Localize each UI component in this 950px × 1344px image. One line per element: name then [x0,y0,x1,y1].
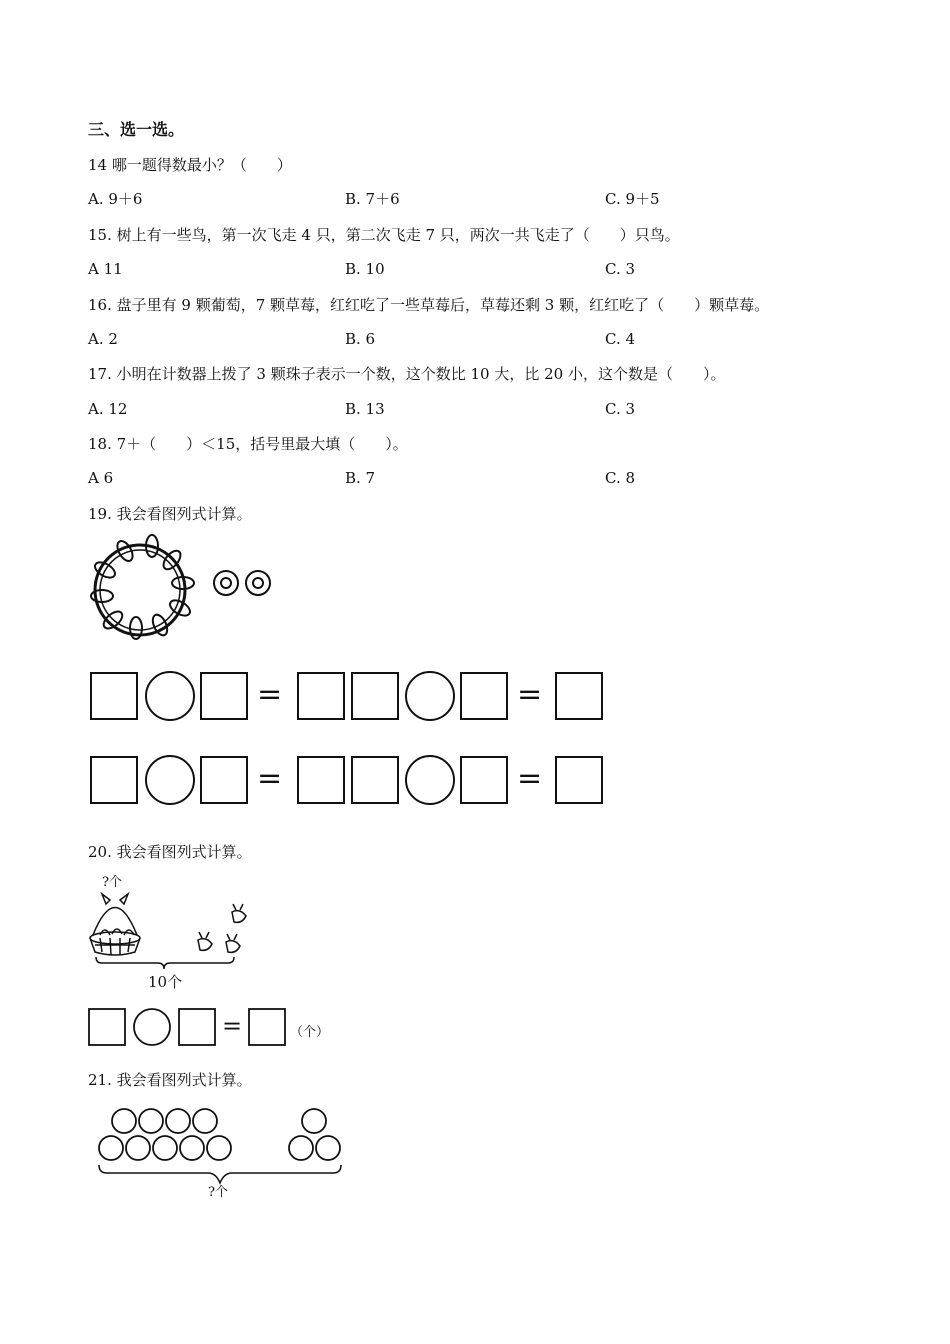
question-17: 17. 小明在计数器上拨了 3 颗珠子表示一个数，这个数比 10 大，比 20 小，这个数是（ ）。 [88,365,726,383]
q16-option-c[interactable]: C. 4 [605,330,636,348]
question-21-title: 21. 我会看图列式计算。 [88,1071,252,1089]
question-15: 15. 树上有一些鸟，第一次飞走 4 只，第二次飞走 7 只，两次一共飞走了（ ）只鸟。 [88,226,680,244]
q14-option-c[interactable]: C. 9＋5 [605,190,660,208]
q18-option-a[interactable]: A 6 [88,469,114,487]
q16-option-a[interactable]: A. 2 [88,330,118,348]
q17-option-b[interactable]: B. 13 [345,400,385,418]
question-14: 14 哪一题得数最小？（ ） [88,156,292,174]
q19-equals-1a: = [257,677,283,712]
q16-option-b[interactable]: B. 6 [345,330,376,348]
q17-option-a[interactable]: A. 12 [88,400,128,418]
q19-equals-1b: = [517,677,543,712]
q18-option-c[interactable]: C. 8 [605,469,636,487]
q20-brace [96,957,234,969]
basket-of-carrots-figure [90,894,140,955]
q14-option-b[interactable]: B. 7＋6 [345,190,400,208]
q15-option-a[interactable]: A 11 [88,260,123,278]
q20-bottom-label: 10个 [148,973,183,991]
q15-option-c[interactable]: C. 3 [605,260,636,278]
carrot-icons [198,904,246,952]
question-20-title: 20. 我会看图列式计算。 [88,843,252,861]
q21-brace [99,1165,341,1183]
q19-equals-2b: = [517,761,543,796]
question-19-title: 19. 我会看图列式计算。 [88,505,252,523]
question-16: 16. 盘子里有 9 颗葡萄，7 颗草莓，红红吃了一些草莓后，草莓还剩 3 颗，红红吃了（ ）颗草莓。 [88,296,770,314]
q18-option-b[interactable]: B. 7 [345,469,376,487]
q20-equals: = [222,1012,243,1040]
q20-equation [89,1009,285,1045]
q21-circles-right [289,1109,340,1160]
q17-option-c[interactable]: C. 3 [605,400,636,418]
q21-circles-left [99,1109,231,1160]
question-18: 18. 7＋（ ）＜15，括号里最大填（ ）。 [88,435,408,453]
q20-top-label: ?个 [102,875,122,890]
q20-unit: （个） [290,1025,330,1040]
double-circle-icons [214,571,270,595]
section-title: 三、选一选。 [88,120,185,139]
flower-ring-figure [91,535,194,639]
q21-bottom-label: ?个 [208,1185,228,1200]
q15-option-b[interactable]: B. 10 [345,260,385,278]
q14-option-a[interactable]: A. 9＋6 [88,190,143,208]
q19-equals-2a: = [257,761,283,796]
